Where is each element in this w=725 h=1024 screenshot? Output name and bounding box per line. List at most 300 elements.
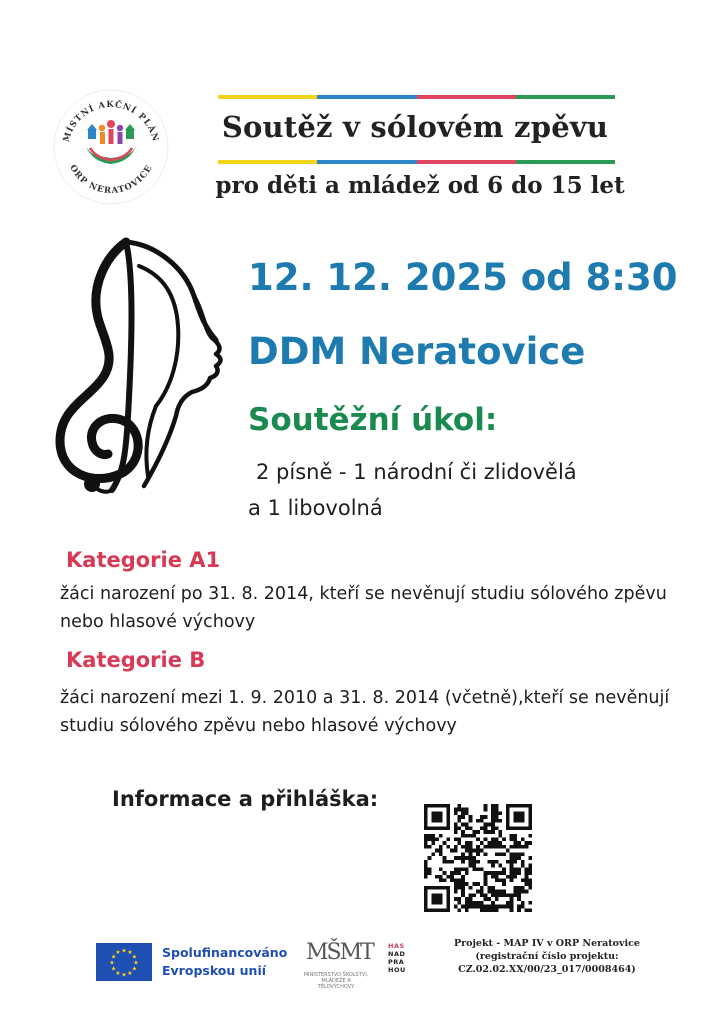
qr-finder: [431, 811, 442, 822]
qr-module: [495, 890, 499, 894]
qr-module: [506, 905, 510, 909]
qr-module: [513, 834, 517, 838]
qr-module: [491, 815, 495, 819]
category-b-line-2: studiu sólového zpěvu nebo hlasové výchovy: [60, 716, 457, 736]
qr-module: [517, 845, 521, 849]
qr-module: [458, 826, 462, 830]
qr-module: [454, 905, 458, 909]
qr-module: [513, 875, 517, 879]
qr-module: [446, 838, 450, 842]
qr-module: [461, 852, 465, 856]
qr-module: [517, 856, 521, 860]
qr-module: [491, 830, 495, 834]
qr-module: [476, 901, 480, 905]
qr-module: [454, 897, 458, 901]
qr-module: [476, 860, 480, 864]
qr-module: [439, 852, 443, 856]
qr-module: [495, 908, 499, 912]
qr-module: [446, 860, 450, 864]
task-heading: Soutěžní úkol:: [248, 402, 498, 438]
task-line-2: a 1 libovolná: [248, 496, 383, 520]
qr-module: [502, 878, 506, 882]
qr-module: [491, 841, 495, 845]
qr-module: [458, 882, 462, 886]
qr-module: [487, 890, 491, 894]
qr-module: [465, 871, 469, 875]
qr-module: [424, 867, 428, 871]
qr-module: [495, 897, 499, 901]
hnh-line: HAS: [388, 942, 405, 950]
qr-module: [487, 860, 491, 864]
qr-module: [454, 890, 458, 894]
eu-flag-icon: [96, 943, 152, 981]
qr-module: [484, 804, 488, 808]
qr-module: [461, 830, 465, 834]
qr-module: [502, 882, 506, 886]
qr-finder: [513, 811, 524, 822]
qr-module: [458, 808, 462, 812]
qr-module: [439, 867, 443, 871]
qr-module: [461, 886, 465, 890]
qr-module: [513, 893, 517, 897]
qr-module: [502, 838, 506, 842]
qr-module: [484, 871, 488, 875]
eu-star-icon: ★: [127, 969, 133, 977]
qr-module: [480, 905, 484, 909]
qr-module: [484, 878, 488, 882]
qr-module: [491, 811, 495, 815]
treble-clef-face-illustration: [44, 236, 234, 502]
eu-cofunded-text: [162, 944, 287, 980]
event-place: DDM Neratovice: [248, 330, 586, 373]
qr-module: [495, 875, 499, 879]
qr-module: [525, 867, 529, 871]
qr-module: [480, 826, 484, 830]
qr-module: [498, 834, 502, 838]
eu-star-icon: ★: [110, 953, 117, 961]
qr-module: [469, 819, 473, 823]
qr-module: [510, 834, 514, 838]
qr-module: [469, 886, 473, 890]
qr-module: [465, 808, 469, 812]
qr-module: [517, 852, 521, 856]
qr-module: [458, 886, 462, 890]
qr-module: [491, 890, 495, 894]
qr-module: [465, 834, 469, 838]
category-b-line-1: žáci narození mezi 1. 9. 2010 a 31. 8. 2014 (včetně),kteří se nevěnují: [60, 688, 670, 708]
eu-star-icon: ★: [127, 949, 133, 957]
qr-module: [469, 856, 473, 860]
qr-module: [502, 871, 506, 875]
qr-module: [458, 841, 462, 845]
eu-star-icon: ★: [109, 959, 115, 967]
qr-module: [454, 845, 458, 849]
qr-module: [498, 905, 502, 909]
qr-module: [517, 893, 521, 897]
qr-module: [528, 856, 532, 860]
qr-module: [491, 823, 495, 827]
qr-module: [517, 908, 521, 912]
qr-module: [424, 860, 428, 864]
qr-module: [495, 838, 499, 842]
qr-module: [450, 871, 454, 875]
qr-module: [446, 875, 450, 879]
qr-module: [495, 808, 499, 812]
hnh-line: NAD: [388, 950, 406, 958]
qr-module: [469, 815, 473, 819]
qr-module: [458, 908, 462, 912]
qr-module: [495, 804, 499, 808]
project-line-3: CZ.02.02.XX/00/23_017/0008464): [458, 964, 636, 975]
qr-module: [469, 901, 473, 905]
qr-module: [487, 823, 491, 827]
qr-module: [461, 875, 465, 879]
qr-module: [506, 860, 510, 864]
qr-module: [491, 804, 495, 808]
qr-module: [443, 878, 447, 882]
qr-module: [491, 893, 495, 897]
qr-module: [521, 845, 525, 849]
qr-module: [510, 867, 514, 871]
qr-module: [513, 841, 517, 845]
qr-module: [431, 838, 435, 842]
qr-module: [446, 845, 450, 849]
qr-module: [484, 852, 488, 856]
logo-top-text: MÍSTNÍ AKČNÍ PLÁN: [61, 99, 161, 144]
qr-module: [513, 856, 517, 860]
qr-module: [454, 808, 458, 812]
qr-module: [465, 841, 469, 845]
qr-module: [439, 849, 443, 853]
qr-module: [450, 878, 454, 882]
qr-module: [484, 882, 488, 886]
project-line-1: Projekt - MAP IV v ORP Neratovice: [454, 938, 640, 949]
qr-module: [476, 849, 480, 853]
event-date: 12. 12. 2025 od 8:30: [248, 256, 678, 299]
qr-module: [461, 890, 465, 894]
qr-module: [469, 864, 473, 868]
qr-module: [476, 838, 480, 842]
qr-module: [439, 845, 443, 849]
qr-module: [454, 826, 458, 830]
qr-module: [513, 852, 517, 856]
qr-module: [428, 871, 432, 875]
qr-module: [476, 830, 480, 834]
qr-module: [495, 811, 499, 815]
qr-module: [487, 886, 491, 890]
qr-module: [513, 845, 517, 849]
qr-module: [525, 845, 529, 849]
qr-module: [495, 893, 499, 897]
qr-module: [498, 890, 502, 894]
qr-module: [435, 875, 439, 879]
qr-module: [428, 838, 432, 842]
qr-module: [472, 893, 476, 897]
qr-module: [458, 878, 462, 882]
qr-module: [484, 875, 488, 879]
qr-module: [498, 819, 502, 823]
qr-module: [469, 860, 473, 864]
qr-module: [491, 886, 495, 890]
qr-module: [469, 834, 473, 838]
eu-star-icon: ★: [110, 965, 117, 973]
qr-module: [484, 826, 488, 830]
qr-module: [458, 838, 462, 842]
qr-module: [513, 838, 517, 842]
qr-module: [424, 871, 428, 875]
qr-module: [491, 871, 495, 875]
project-info: [452, 937, 642, 976]
map-neratovice-logo: [52, 88, 170, 206]
qr-module: [502, 852, 506, 856]
qr-module: [458, 815, 462, 819]
rule-segment: [317, 95, 416, 99]
qr-module: [528, 867, 532, 871]
qr-module: [465, 908, 469, 912]
qr-module: [465, 901, 469, 905]
qr-code[interactable]: [424, 804, 532, 912]
qr-module: [469, 826, 473, 830]
qr-module: [424, 864, 428, 868]
qr-module: [476, 845, 480, 849]
qr-module: [480, 908, 484, 912]
qr-module: [458, 897, 462, 901]
qr-module: [472, 864, 476, 868]
qr-module: [498, 811, 502, 815]
qr-module: [528, 901, 532, 905]
qr-module: [476, 852, 480, 856]
qr-module: [528, 908, 532, 912]
qr-module: [487, 905, 491, 909]
qr-module: [461, 893, 465, 897]
qr-module: [513, 860, 517, 864]
eu-star-icon: ★: [115, 969, 121, 977]
rule-bottom: [218, 160, 615, 164]
qr-module: [528, 871, 532, 875]
qr-module: [498, 893, 502, 897]
qr-module: [454, 811, 458, 815]
info-registration-label: Informace a přihláška:: [112, 787, 379, 811]
qr-module: [454, 871, 458, 875]
qr-module: [439, 878, 443, 882]
qr-module: [450, 860, 454, 864]
rule-top: [218, 95, 615, 99]
qr-module: [525, 890, 529, 894]
qr-module: [491, 860, 495, 864]
qr-module: [472, 856, 476, 860]
qr-module: [424, 841, 428, 845]
qr-module: [484, 905, 488, 909]
qr-module: [502, 893, 506, 897]
qr-module: [484, 897, 488, 901]
qr-module: [443, 856, 447, 860]
qr-module: [476, 890, 480, 894]
qr-module: [502, 845, 506, 849]
category-a1-line-2: nebo hlasové výchovy: [60, 612, 256, 632]
qr-module: [458, 819, 462, 823]
qr-module: [461, 878, 465, 882]
qr-module: [472, 905, 476, 909]
hnh-line: HOU: [388, 966, 406, 974]
qr-module: [480, 841, 484, 845]
qr-module: [458, 901, 462, 905]
qr-module: [495, 826, 499, 830]
qr-module: [487, 830, 491, 834]
qr-module: [525, 875, 529, 879]
category-b-text: [60, 684, 669, 740]
qr-module: [517, 867, 521, 871]
qr-module: [484, 908, 488, 912]
qr-module: [424, 845, 428, 849]
qr-module: [495, 841, 499, 845]
qr-module: [513, 886, 517, 890]
qr-module: [510, 908, 514, 912]
qr-module: [465, 882, 469, 886]
qr-module: [461, 856, 465, 860]
qr-module: [431, 852, 435, 856]
category-a1-heading: Kategorie A1: [66, 548, 221, 572]
qr-module: [476, 905, 480, 909]
qr-module: [498, 864, 502, 868]
qr-module: [435, 849, 439, 853]
qr-module: [428, 834, 432, 838]
qr-module: [487, 841, 491, 845]
category-a1-line-1: žáci narození po 31. 8. 2014, kteří se nevěnují studiu sólového zpěvu: [60, 584, 667, 604]
qr-module: [476, 867, 480, 871]
qr-module: [454, 823, 458, 827]
qr-module: [469, 841, 473, 845]
qr-module: [461, 815, 465, 819]
qr-module: [480, 886, 484, 890]
qr-module: [491, 826, 495, 830]
qr-module: [498, 845, 502, 849]
qr-module: [528, 834, 532, 838]
qr-module: [454, 882, 458, 886]
qr-module: [461, 867, 465, 871]
qr-module: [528, 878, 532, 882]
qr-module: [461, 860, 465, 864]
qr-module: [491, 908, 495, 912]
qr-module: [461, 834, 465, 838]
qr-module: [465, 826, 469, 830]
qr-module: [435, 838, 439, 842]
qr-module: [443, 841, 447, 845]
qr-module: [484, 845, 488, 849]
qr-module: [528, 886, 532, 890]
qr-module: [498, 830, 502, 834]
qr-module: [469, 845, 473, 849]
qr-module: [465, 867, 469, 871]
qr-module: [491, 808, 495, 812]
qr-module: [454, 878, 458, 882]
qr-module: [461, 905, 465, 909]
qr-module: [458, 871, 462, 875]
project-line-2: (registrační číslo projektu:: [475, 951, 619, 962]
qr-module: [465, 849, 469, 853]
qr-module: [476, 819, 480, 823]
qr-module: [461, 823, 465, 827]
qr-module: [510, 845, 514, 849]
qr-module: [521, 852, 525, 856]
task-line-1: 2 písně - 1 národní či zlidovělá: [256, 460, 577, 484]
rule-segment: [417, 160, 516, 164]
qr-module: [491, 838, 495, 842]
eu-star-icon: ★: [131, 953, 138, 961]
qr-module: [472, 830, 476, 834]
rule-segment: [516, 160, 615, 164]
qr-module: [528, 841, 532, 845]
qr-module: [439, 834, 443, 838]
qr-module: [521, 886, 525, 890]
qr-module: [495, 852, 499, 856]
rule-segment: [516, 95, 615, 99]
qr-module: [443, 871, 447, 875]
qr-module: [461, 811, 465, 815]
qr-module: [428, 867, 432, 871]
qr-module: [428, 856, 432, 860]
qr-module: [521, 864, 525, 868]
qr-module: [521, 838, 525, 842]
qr-module: [491, 875, 495, 879]
rule-segment: [218, 160, 317, 164]
qr-module: [510, 852, 514, 856]
has-nad-pra-hou-logo: [388, 942, 410, 984]
qr-module: [469, 849, 473, 853]
qr-module: [439, 875, 443, 879]
qr-module: [424, 834, 428, 838]
qr-module: [487, 845, 491, 849]
qr-module: [513, 871, 517, 875]
page-title: Soutěž v sólovém zpěvu: [221, 110, 609, 144]
qr-module: [469, 893, 473, 897]
qr-module: [461, 882, 465, 886]
rule-segment: [417, 95, 516, 99]
qr-module: [498, 871, 502, 875]
eu-line-2: Evropskou unií: [162, 963, 267, 978]
qr-module: [458, 804, 462, 808]
qr-module: [465, 811, 469, 815]
qr-module: [506, 849, 510, 853]
qr-module: [495, 871, 499, 875]
qr-module: [480, 867, 484, 871]
qr-module: [510, 878, 514, 882]
page-subtitle: pro děti a mládež od 6 do 15 let: [215, 172, 625, 199]
qr-module: [521, 890, 525, 894]
qr-module: [528, 882, 532, 886]
qr-module: [487, 897, 491, 901]
qr-module: [472, 882, 476, 886]
qr-module: [525, 878, 529, 882]
qr-module: [487, 908, 491, 912]
qr-module: [469, 905, 473, 909]
eu-line-1: Spolufinancováno: [162, 945, 288, 960]
qr-module: [502, 890, 506, 894]
qr-module: [465, 823, 469, 827]
qr-module: [472, 849, 476, 853]
qr-module: [484, 815, 488, 819]
qr-module: [506, 901, 510, 905]
qr-module: [517, 841, 521, 845]
qr-module: [513, 867, 517, 871]
qr-module: [525, 882, 529, 886]
qr-module: [480, 819, 484, 823]
qr-module: [431, 841, 435, 845]
qr-module: [510, 856, 514, 860]
qr-module: [454, 849, 458, 853]
qr-module: [424, 838, 428, 842]
qr-module: [521, 860, 525, 864]
qr-module: [495, 819, 499, 823]
